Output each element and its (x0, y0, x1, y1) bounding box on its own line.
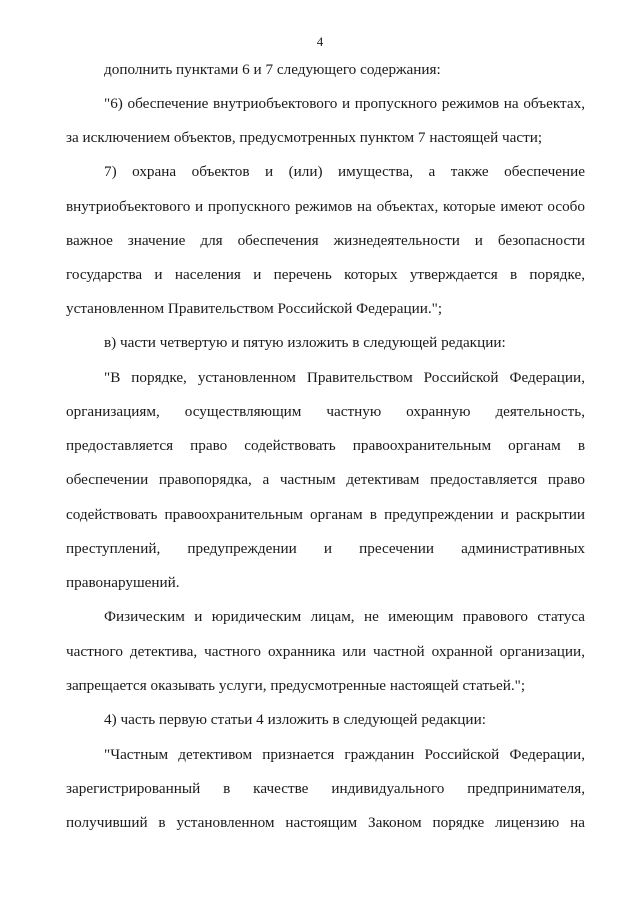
text-line: за исключением объектов, предусмотренных пунктом 7 настоящей части; (66, 129, 543, 146)
text-line: преступлений, предупреждении и пресечении административных (66, 540, 585, 557)
text-line: обеспечении правопорядка, а частным детективам предоставляется право (66, 471, 585, 488)
text-line: дополнить пунктами 6 и 7 следующего содержания: (104, 61, 441, 78)
text-line: Физическим и юридическим лицам, не имеющим правового статуса (104, 608, 585, 625)
text-line: организациям, осуществляющим частную охранную деятельность, (66, 403, 585, 420)
text-line: зарегистрированный в качестве индивидуального предпринимателя, (66, 780, 585, 797)
text-line: "В порядке, установленном Правительством Российской Федерации, (104, 369, 585, 386)
text-line: предоставляется право содействовать правоохранительным органам в (66, 437, 585, 454)
text-line: в) части четвертую и пятую изложить в следующей редакции: (104, 334, 506, 351)
page-number: 4 (316, 34, 324, 49)
text-line: "6) обеспечение внутриобъектового и пропускного режимов на объектах, (104, 95, 585, 112)
text-line: государства и населения и перечень которых утверждается в порядке, (66, 266, 585, 283)
text-line: внутриобъектового и пропускного режимов на объектах, которые имеют особо (66, 198, 585, 215)
text-line: 7) охрана объектов и (или) имущества, а также обеспечение (104, 163, 585, 180)
text-line: получивший в установленном настоящим Законом порядке лицензию на (66, 814, 585, 831)
text-line: 4) часть первую статьи 4 изложить в следующей редакции: (104, 711, 486, 728)
text-line: важное значение для обеспечения жизнедеятельности и безопасности (66, 232, 585, 249)
text-line: установленном Правительством Российской Федерации."; (66, 300, 443, 317)
text-line: содействовать правоохранительным органам в предупреждении и раскрытии (66, 506, 585, 523)
text-line: запрещается оказывать услуги, предусмотренные настоящей статьей."; (66, 677, 526, 694)
text-line: правонарушений. (66, 574, 180, 591)
text-line: "Частным детективом признается гражданин Российской Федерации, (104, 746, 585, 763)
text-line: частного детектива, частного охранника или частной охранной организации, (66, 643, 585, 660)
